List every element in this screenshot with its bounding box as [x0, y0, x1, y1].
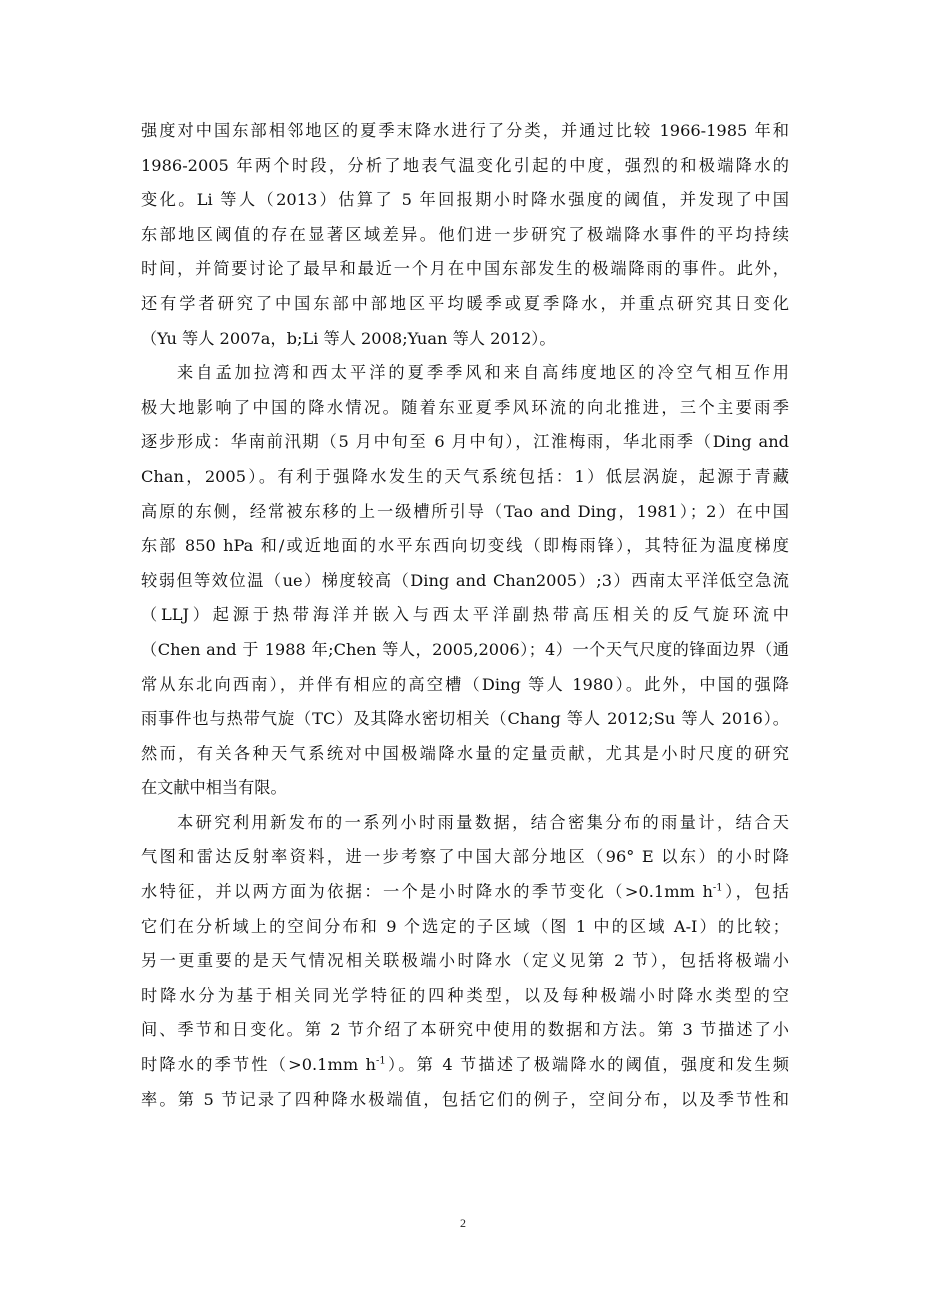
- text-line: （Yu 等人 2007a，b;Li 等人 2008;Yuan 等人 2012）。: [141, 328, 556, 348]
- text-line: 时间，并简要讨论了最早和最近一个月在中国东部发生的极端降雨的事件。此外，: [141, 259, 789, 279]
- text-line: 常从东北向西南），并伴有相应的高空槽（Ding 等人 1980）。此外，中国的强降: [141, 674, 789, 694]
- text-line: （Chen and 于 1988 年;Chen 等人，2005,2006）；4）一个天气尺度的锋面边界（通: [141, 639, 789, 659]
- text-line: 东部 850 hPa 和/或近地面的水平东西向切变线（即梅雨锋），其特征为温度梯度: [141, 536, 789, 556]
- text-line: 1986-2005 年两个时段，分析了地表气温变化引起的中度，强烈的和极端降水的: [141, 155, 789, 175]
- text-line: 在文献中相当有限。: [141, 778, 287, 798]
- text-line: 东部地区阈值的存在显著区域差异。他们进一步研究了极端降水事件的平均持续: [141, 224, 789, 244]
- text-line: 来自孟加拉湾和西太平洋的夏季季风和来自高纬度地区的冷空气相互作用: [177, 363, 789, 383]
- paragraph-2: [141, 356, 789, 806]
- text-line: 极大地影响了中国的降水情况。随着东亚夏季风环流的向北推进，三个主要雨季: [141, 397, 789, 417]
- text-line: 强度对中国东部相邻地区的夏季末降水进行了分类，并通过比较 1966-1985 年和: [141, 121, 789, 140]
- text-line: 逐步形成：华南前汛期（5 月中旬至 6 月中旬），江淮梅雨，华北雨季（Ding and: [141, 432, 789, 452]
- text-line: 时降水的季节性（>0.1mm $h^{-1}$）。第 4 节描述了极端降水的阈值，强度和发生频: [141, 1055, 789, 1075]
- text-line: 然而，有关各种天气系统对中国极端降水量的定量贡献，尤其是小时尺度的研究: [141, 743, 789, 763]
- text-line: 高原的东侧，经常被东移的上一级槽所引导（Tao and Ding，1981）；2）在中国: [141, 501, 789, 521]
- paragraph-3: [141, 806, 789, 1117]
- text-line: 雨事件也与热带气旋（TC）及其降水密切相关（Chang 等人 2012;Su 等人 2016）。: [141, 709, 789, 729]
- text-line: 率。第 5 节记录了四种降水极端值，包括它们的例子，空间分布，以及季节性和: [141, 1089, 789, 1109]
- text-line: 它们在分析域上的空间分布和 9 个选定的子区域（图 1 中的区域 A-I）的比较；: [141, 916, 789, 936]
- document-body: [141, 114, 789, 1117]
- text-line: 本研究利用新发布的一系列小时雨量数据，结合密集分布的雨量计，结合天: [177, 812, 789, 832]
- text-line: 另一更重要的是天气情况相关联极端小时降水（定义见第 2 节），包括将极端小: [141, 951, 789, 971]
- text-line: 间、季节和日变化。第 2 节介绍了本研究中使用的数据和方法。第 3 节描述了小: [141, 1020, 789, 1040]
- text-line: 气图和雷达反射率资料，进一步考察了中国大部分地区（96° E 以东）的小时降: [141, 847, 789, 867]
- text-line: 水特征，并以两方面为依据：一个是小时降水的季节变化（>0.1mm $h^{-1}$），包括: [141, 882, 789, 902]
- text-line: 还有学者研究了中国东部中部地区平均暖季或夏季降水，并重点研究其日变化: [141, 293, 789, 313]
- text-line: （LLJ）起源于热带海洋并嵌入与西太平洋副热带高压相关的反气旋环流中: [141, 605, 789, 625]
- page-number: 2: [460, 1216, 466, 1230]
- text-line: Chan，2005）。有利于强降水发生的天气系统包括：1）低层涡旋，起源于青藏: [141, 466, 789, 486]
- text-line: 时降水分为基于相关同光学特征的四种类型，以及每种极端小时降水类型的空: [141, 985, 789, 1005]
- text-line: 较弱但等效位温（ue）梯度较高（Ding and Chan2005）;3）西南太平洋低空急流: [141, 570, 789, 590]
- text-line: 变化。Li 等人（2013）估算了 5 年回报期小时降水强度的阈值，并发现了中国: [141, 190, 789, 210]
- paragraph-1: [141, 114, 789, 356]
